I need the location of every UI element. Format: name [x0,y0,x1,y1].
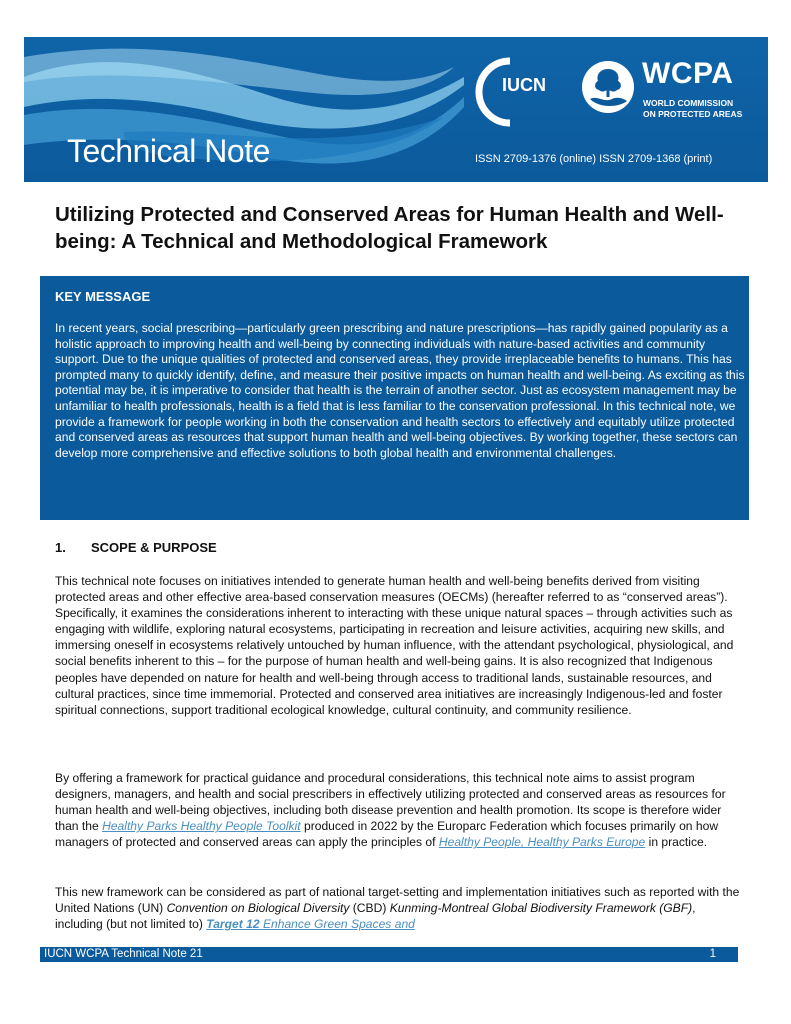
header-banner [24,37,768,182]
paragraph-scope: This technical note focuses on initiatives intended to generate human health and well-being benefits derived from visiting protected areas and other effective area-based conservation measures (OECMs) (hereafter referred to as “conserved areas”). Specifically, it examines the considerations inherent to interacting with these unique natural spaces – through activities such as engaging with wildlife, exploring natural ecosystems, participating in recreation and leisure activities, acquiring new skills, and immersing oneself in ecosystems relatively untouched by human influence, with the attendant psychological, physiological, and social benefits inherent to this – for the purpose of human health and well-being gains. It is also recognized that Indigenous peoples have depended on nature for health and well-being through access to traditional lands, sustainable resources, and cultural practices, since time immemorial. Protected and conserved area initiatives are increasingly Indigenous-led and foster spiritual connections, support traditional ecological knowledge, cultural continuity, and community resilience. [55,574,734,717]
wcpa-subtitle-line1: WORLD COMMISSION [643,98,734,108]
key-message-body: In recent years, social prescribing—particularly green prescribing and nature prescriptions—has rapidly gained popularity as a holistic approach to improving health and well-being by connecting individuals with nature-based activities and community support. Due to the unique qualities of protected and conserved areas, they provide irreplaceable benefits to humans. This has prompted many to quickly identify, define, and measure their positive impacts on human health and well-being. As exciting as this potential may be, it is imperative to consider that health is the terrain of another sector. Just as ecosystem management may be unfamiliar to health professionals, health is a field that is less familiar to the conservation professional. In this technical note, we provide a framework for people working in both the conservation and health sectors to effectively and equitably utilize protected and conserved areas as resources that support human health and well-being objectives. By working together, these sectors can develop more comprehensive and effective solutions to both global health and environmental challenges. [55,321,745,460]
paragraph-text: By offering a framework for practical guidance and procedural considerations, this technical note aims to assist program designers, managers, and health and social prescribers in effectively utilizing protected and conserved areas as resources for human health and well-being objectives, including both disease prevention and health promotion. Its scope is therefore wider than the [55,771,726,834]
target-12-link[interactable] [206,917,415,931]
healthy-parks-toolkit-link[interactable]: Healthy Parks Healthy People Toolkit [102,819,301,834]
key-message-box [40,276,749,520]
wcpa-subtitle-line2: ON PROTECTED AREAS [643,109,743,119]
target-12-rest: Enhance Green Spaces and [259,917,415,932]
banner-title: Technical Note [67,133,270,169]
page-number: 1 [709,948,716,960]
page-footer [40,947,738,962]
paragraph-text: in practice. [645,835,708,850]
footer-label: IUCN WCPA Technical Note 21 [44,948,203,960]
document-title: Utilizing Protected and Conserved Areas for Human Health and Well-being: A Technical and Methodological Framework [55,203,724,253]
gbf-title: Kunming-Montreal Global Biodiversity Framework (GBF) [389,901,693,916]
target-12-label: Target 12 [206,917,260,932]
key-message-heading: KEY MESSAGE [55,289,151,304]
issn-numbers: ISSN 2709-1376 (online) ISSN 2709-1368 (print) [475,153,713,165]
wcpa-emblem-icon [580,59,636,115]
section-number: 1. [55,540,66,555]
wcpa-logo-text: WCPA [642,57,734,90]
paragraph-text: This new framework can be considered as part of national target-setting and implementation initiatives such as reported with the United Nations (UN) [55,885,740,916]
paragraph-framework [55,770,745,850]
cbd-title: Convention on Biological Diversity [166,901,350,916]
paragraph-text: (CBD) [349,901,390,916]
section-title: SCOPE & PURPOSE [91,540,217,555]
iucn-logo-text: IUCN [502,75,546,95]
paragraph-text: , including (but not limited to) [55,901,696,932]
healthy-people-parks-europe-link[interactable]: Healthy People, Healthy Parks Europe [438,835,646,850]
paragraph-targets [55,884,745,932]
paragraph-text: produced in 2022 by the Europarc Federation which focuses primarily on how managers of protected and conserved areas can apply the principles of [55,819,719,850]
